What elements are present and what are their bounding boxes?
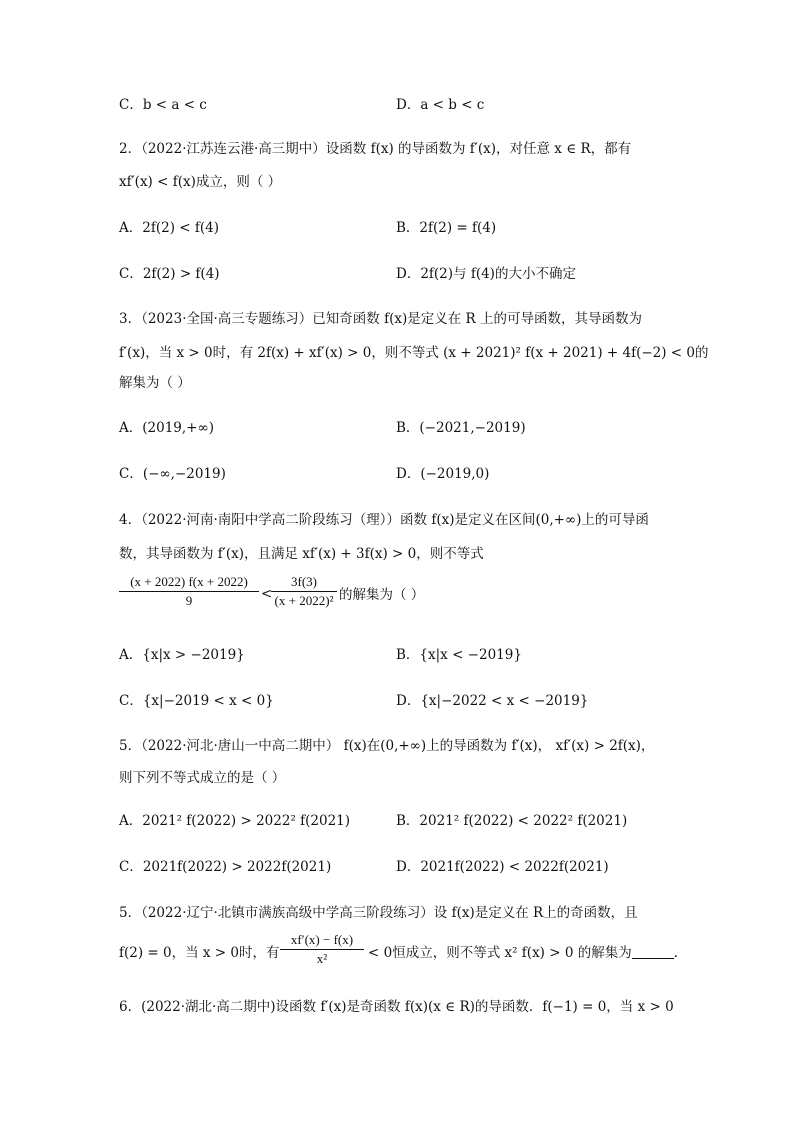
q3-option-b: B．(−2021,−2019)	[396, 420, 526, 436]
q5a-option-a: A．2021² f(2022) > 2022² f(2021)	[119, 813, 351, 829]
q4-stem-line1: 4．（2022·河南·南阳中学高二阶段练习（理））函数 f(x)是定义在区间(0,+∞)上的可导函	[119, 512, 649, 528]
q4-fraction-left	[119, 574, 259, 609]
q4-stem-tail: 的解集为（ ）	[339, 587, 425, 603]
q3-stem-line1: 3．（2023·全国·高三专题练习）已知奇函数 f(x)是定义在 R 上的可导函数，其导函数为	[119, 311, 642, 327]
q5b-fraction	[280, 932, 364, 967]
q5a-option-c: C．2021f(2022) > 2022f(2021)	[119, 859, 332, 875]
q4-option-b: B．{x|x < −2019}	[396, 647, 522, 663]
q5b-stem-line2-post	[368, 944, 678, 962]
q2-stem-line1: 2．（2022·江苏连云港·高三期中）设函数 f(x) 的导函数为 f′(x)，对任意 x ∈ R，都有	[119, 141, 632, 157]
q4-option-a: A．{x|x > −2019}	[119, 647, 245, 663]
q5b-fraction-numerator: xf′(x) − f(x)	[280, 932, 364, 950]
q5b-stem-line2-pre: f(2) = 0，当 x > 0时，有	[119, 945, 280, 961]
q2-option-d: D．2f(2)与 f(4)的大小不确定	[396, 266, 576, 282]
q2-option-c: C．2f(2) > f(4)	[119, 266, 220, 282]
q1-option-c: C．b < a < c	[119, 97, 207, 113]
q4-less-than: <	[261, 586, 273, 602]
q4-stem-line2: 数，其导函数为 f′(x)，且满足 xf′(x) + 3f(x) > 0，则不等式	[119, 546, 484, 562]
q4-fraction-left-numerator: (x + 2022) f(x + 2022)	[119, 574, 259, 592]
q5b-stem-line2-text: < 0恒成立，则不等式 x² f(x) > 0 的解集为	[368, 945, 632, 961]
q5b-stem-line2-end: .	[673, 945, 679, 961]
q5a-option-d: D．2021f(2022) < 2022f(2021)	[396, 859, 609, 875]
q3-option-d: D．(−2019,0)	[396, 466, 490, 482]
q5a-stem-line1: 5．（2022·河北·唐山一中高二期中） f(x)在(0,+∞)上的导函数为 f′(x)， xf′(x) > 2f(x)，	[119, 738, 655, 754]
q1-option-d: D．a < b < c	[396, 97, 485, 113]
q4-option-c: C．{x|−2019 < x < 0}	[119, 693, 274, 709]
q2-option-a: A．2f(2) < f(4)	[119, 220, 219, 236]
q3-option-c: C．(−∞,−2019)	[119, 466, 226, 482]
q4-fraction-right	[271, 574, 337, 609]
q2-option-b: B．2f(2) = f(4)	[396, 220, 497, 236]
q3-stem-line2: f′(x)，当 x > 0时，有 2f(x) + xf′(x) > 0，则不等式 (x + 2021)² f(x + 2021) + 4f(−2) < 0的	[119, 345, 709, 361]
q4-fraction-right-numerator: 3f(3)	[271, 574, 337, 592]
q2-stem-line2: xf′(x) < f(x)成立，则（ ）	[119, 174, 282, 190]
q3-stem-line3: 解集为（ ）	[119, 375, 191, 391]
q4-option-d: D．{x|−2022 < x < −2019}	[396, 693, 589, 709]
q5b-answer-blank[interactable]	[632, 958, 674, 959]
q3-option-a: A．(2019,+∞)	[119, 420, 214, 436]
q6-stem-line1: 6．(2022·湖北·高二期中)设函数 f′(x)是奇函数 f(x)(x ∈ R)的导函数．f(−1) = 0，当 x > 0	[119, 999, 674, 1015]
q5a-stem-line2: 则下列不等式成立的是（ ）	[119, 770, 286, 786]
q5b-stem-line1: 5．（2022·辽宁·北镇市满族高级中学高三阶段练习）设 f(x)是定义在 R上的奇函数，且	[119, 905, 638, 921]
q4-fraction-right-denominator: (x + 2022)²	[274, 593, 334, 608]
q4-fraction-left-denominator: 9	[185, 593, 193, 608]
q5b-fraction-denominator: x²	[316, 951, 328, 966]
q5a-option-b: B．2021² f(2022) < 2022² f(2021)	[396, 813, 628, 829]
